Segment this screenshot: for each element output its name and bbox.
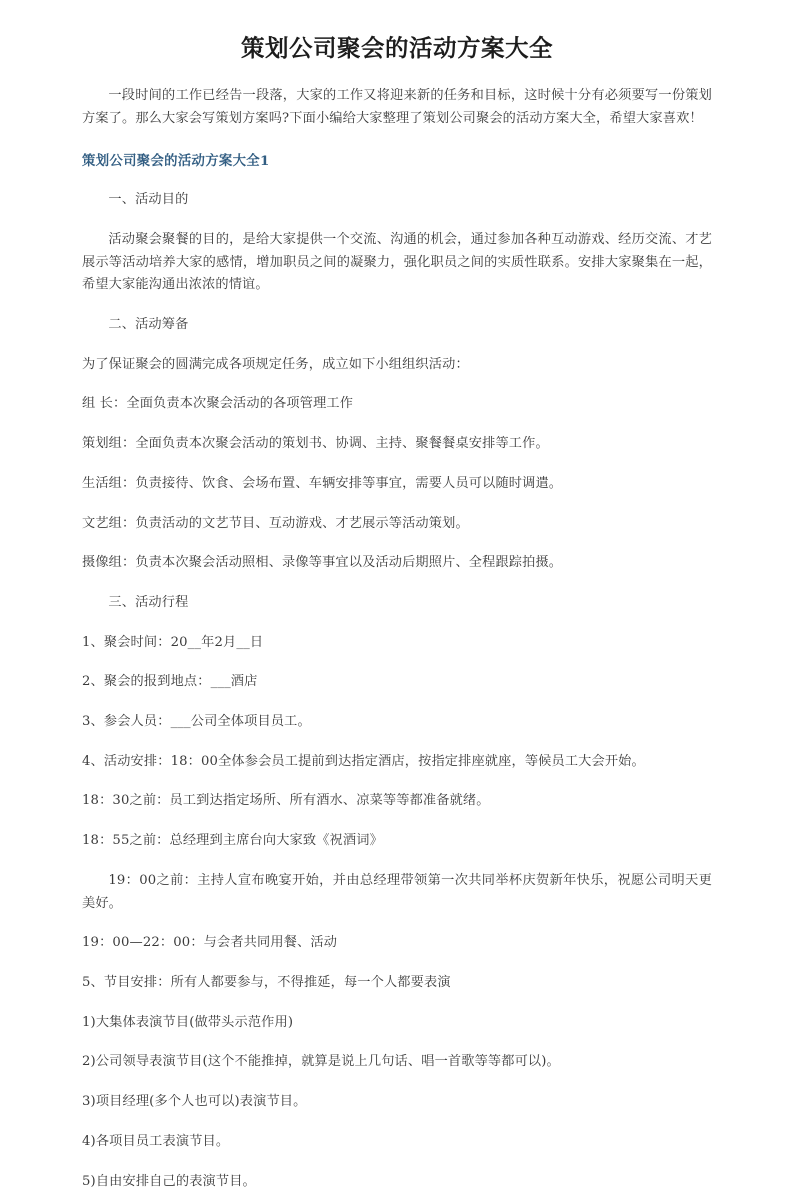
schedule-1900: 19：00之前：主持人宣布晚宴开始，并由总经理带领第一次共同举杯庆贺新年快乐，祝愿公司明天更美好。: [82, 870, 712, 915]
itinerary-item-5: 5、节目安排：所有人都要参与，不得推延，每一个人都要表演: [82, 972, 712, 995]
section-1-body: 活动聚会聚餐的目的，是给大家提供一个交流、沟通的机会，通过参加各种互动游戏、经历交流、才艺展示等活动培养大家的感情，增加职员之间的凝聚力，强化职员之间的实质性联系。安排大家聚集在一起，希望大家能沟通出浓浓的情谊。: [82, 229, 712, 297]
program-item-2: 2)公司领导表演节目(这个不能推掉，就算是说上几句话、唱一首歌等等都可以)。: [82, 1051, 712, 1074]
section-1-title: 一、活动目的: [82, 189, 712, 212]
intro-paragraph: 一段时间的工作已经告一段落，大家的工作又将迎来新的任务和目标，这时候十分有必须要写一份策划方案了。那么大家会写策划方案吗?下面小编给大家整理了策划公司聚会的活动方案大全，希望大家喜欢！: [82, 85, 712, 130]
itinerary-item-2: 2、聚会的报到地点：___酒店: [82, 671, 712, 694]
plan-heading-1: 策划公司聚会的活动方案大全1: [82, 151, 712, 172]
section-3-title: 三、活动行程: [82, 592, 712, 615]
program-item-3: 3)项目经理(多个人也可以)表演节目。: [82, 1091, 712, 1114]
itinerary-item-3: 3、参会人员：___公司全体项目员工。: [82, 711, 712, 734]
group-planning-line: 策划组：全面负责本次聚会活动的策划书、协调、主持、聚餐餐桌安排等工作。: [82, 433, 712, 456]
group-life-line: 生活组：负责接待、饮食、会场布置、车辆安排等事宜，需要人员可以随时调遣。: [82, 473, 712, 496]
group-arts-line: 文艺组：负责活动的文艺节目、互动游戏、才艺展示等活动策划。: [82, 513, 712, 536]
program-item-5: 5)自由安排自己的表演节目。: [82, 1171, 712, 1193]
group-camera-line: 摄像组：负责本次聚会活动照相、录像等事宜以及活动后期照片、全程跟踪拍摄。: [82, 552, 712, 575]
itinerary-item-1: 1、聚会时间：20__年2月__日: [82, 632, 712, 655]
schedule-1830: 18：30之前：员工到达指定场所、所有酒水、凉菜等等都准备就绪。: [82, 790, 712, 813]
program-item-1: 1)大集体表演节目(做带头示范作用): [82, 1012, 712, 1035]
section-2-intro: 为了保证聚会的圆满完成各项规定任务，成立如下小组组织活动：: [82, 354, 712, 377]
section-2-title: 二、活动筹备: [82, 314, 712, 337]
schedule-1855: 18：55之前：总经理到主席台向大家致《祝酒词》: [82, 830, 712, 853]
page-title: 策划公司聚会的活动方案大全: [82, 26, 712, 63]
schedule-1900-2200: 19：00—22：00：与会者共同用餐、活动: [82, 932, 712, 955]
group-leader-line: 组 长：全面负责本次聚会活动的各项管理工作: [82, 393, 712, 416]
program-item-4: 4)各项目员工表演节目。: [82, 1131, 712, 1154]
itinerary-item-4: 4、活动安排：18：00全体参会员工提前到达指定酒店，按指定排座就座，等候员工大会开始。: [82, 751, 712, 774]
